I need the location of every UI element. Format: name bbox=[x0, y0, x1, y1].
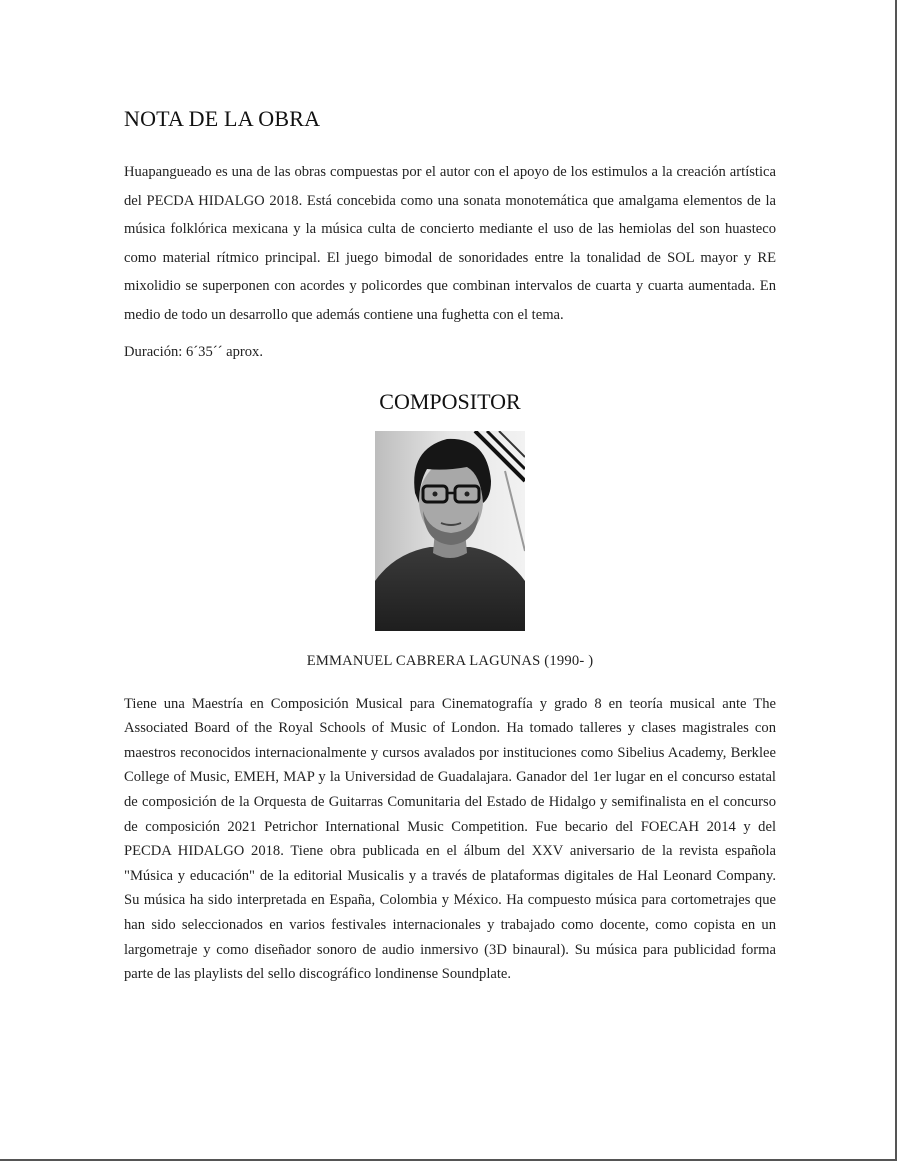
document-page bbox=[124, 106, 776, 987]
nota-body: Huapangueado es una de las obras compuestas por el autor con el apoyo de los estimulos a la creación artística del PECDA HIDALGO 2018. Está concebida como una sonata monotemática que amalgama elementos de la música folklórica mexicana y la música culta de concierto mediante el uso de las hemiolas del son huasteco como material rítmico principal. El juego bimodal de sonoridades entre la tonalidad de SOL mayor y RE mixolidio se superponen con acordes y policordes que combinan intervalos de cuarta y cuarta aumentada. En medio de todo un desarrollo que además contiene una fughetta con el tema. bbox=[124, 164, 776, 323]
composer-photo-container bbox=[124, 431, 776, 631]
composer-name: EMMANUEL CABRERA LAGUNAS (1990- ) bbox=[306, 652, 594, 669]
nota-title: NOTA DE LA OBRA bbox=[124, 106, 321, 131]
compositor-title: COMPOSITOR bbox=[379, 388, 521, 414]
duration-text: Duración: 6´35´´ aprox. bbox=[124, 343, 263, 360]
composer-portrait-photo bbox=[375, 431, 525, 631]
composer-bio: Tiene una Maestría en Composición Musical para Cinematografía y grado 8 en teoría musical ante The Associated Board of the Royal Schools of Music of London. Ha tomado talleres y clases magistrales con maestros reconocidos internacionalmente y cursos avalados por instituciones como Sibelius Academy, Berklee College of Music, EMEH, MAP y la Universidad de Guadalajara. Ganador del 1er lugar en el concurso estatal de composición de la Orquesta de Guitarras Comunitaria del Estado de Hidalgo y semifinalista en el concurso de composición 2021 Petrichor International Music Competition. Fue becario del FOECAH 2014 y del PECDA HIDALGO 2018. Tiene obra publicada en el álbum del XXV aniversario de la revista española "Música y educación" de la editorial Musicalis y a través de plataformas digitales de Hal Leonard Company. Su música ha sido interpretada en España, Colombia y México. Ha compuesto música para cortometrajes que han sido seleccionados en varios festivales internacionales y trabajado como docente, como copista en un largometraje y como diseñador sonoro de audio inmersivo (3D binaural). Su música para publicidad forma parte de las playlists del sello discográfico londinense Soundplate. bbox=[124, 695, 776, 983]
